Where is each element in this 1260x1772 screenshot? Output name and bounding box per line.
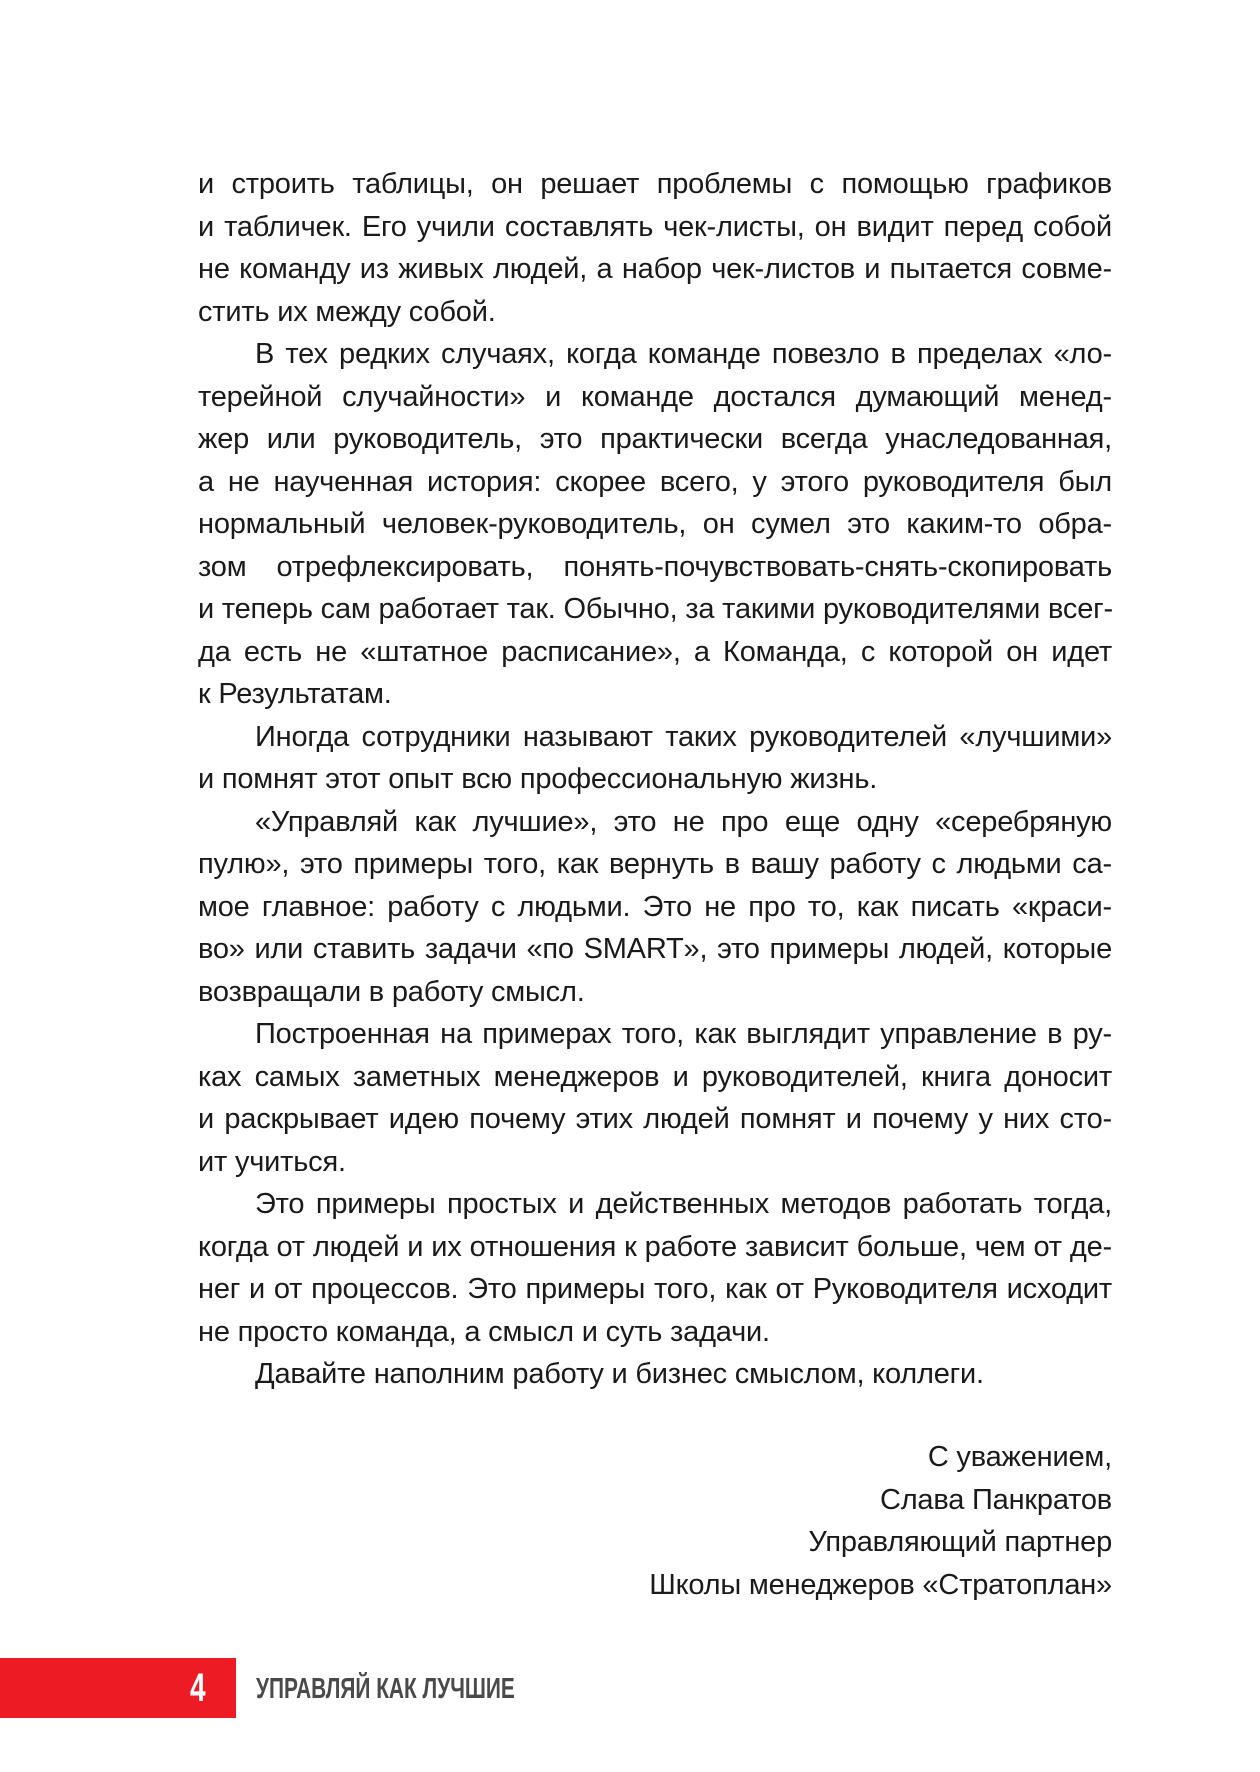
text-line: пулю», это примеры того, как вернуть в вашу работу с людьми са- bbox=[198, 848, 1112, 880]
text-line: когда от людей и их отношения к работе зависит больше, чем от де- bbox=[198, 1230, 1112, 1263]
text-line: Это примеры простых и действенных методов работать тогда, bbox=[255, 1188, 1112, 1220]
text-line: и теперь сам работает так. Обычно, за такими руководителями всег- bbox=[198, 593, 1113, 625]
text-line: не команду из живых людей, а набор чек-листов и пытается совме- bbox=[198, 253, 1112, 285]
signature-position: Управляющий партнер bbox=[808, 1526, 1112, 1558]
text-line: и табличек. Его учили составлять чек-листы, он видит перед собой bbox=[198, 210, 1112, 243]
paragraph bbox=[198, 163, 1112, 333]
text-line: а не наученная история: скорее всего, у этого руководителя был bbox=[198, 465, 1112, 498]
paragraph bbox=[198, 801, 1112, 1014]
text-line: возвращали в работу смысл. bbox=[198, 975, 585, 1008]
text-line: Построенная на примерах того, как выглядит управление в ру- bbox=[255, 1018, 1112, 1050]
running-title: УПРАВЛЯЙ КАК ЛУЧШИЕ bbox=[256, 1673, 515, 1705]
text-line: стить их между собой. bbox=[198, 295, 496, 328]
text-line: Иногда сотрудники называют таких руководителей «лучшими» bbox=[255, 720, 1112, 753]
text-line: не просто команда, а смысл и суть задачи. bbox=[198, 1315, 770, 1348]
signature-block bbox=[512, 1436, 1112, 1606]
text-line: зом отрефлексировать, понять-почувствовать-снять-скопировать bbox=[198, 550, 1112, 583]
text-line: и строить таблицы, он решает проблемы с помощью графиков bbox=[198, 168, 1112, 200]
text-line: жер или руководитель, это практически всегда унаследованная, bbox=[198, 423, 1112, 455]
text-line: к Результатам. bbox=[198, 678, 392, 710]
paragraph bbox=[198, 1183, 1112, 1353]
text-line: нег и от процессов. Это примеры того, как от Руководителя исходит bbox=[198, 1273, 1112, 1305]
page-number: 4 bbox=[190, 1666, 206, 1710]
paragraph bbox=[198, 1353, 1112, 1396]
signature-closing: С уважением, bbox=[927, 1441, 1112, 1473]
signature-name: Слава Панкратов bbox=[879, 1483, 1112, 1516]
text-line: да есть не «штатное расписание», а Команда, с которой он идет bbox=[198, 635, 1112, 668]
text-line: ках самых заметных менеджеров и руководителей, книга доносит bbox=[198, 1060, 1112, 1093]
text-line: и помнят этот опыт всю профессиональную жизнь. bbox=[198, 763, 878, 795]
text-line: Давайте наполним работу и бизнес смыслом, коллеги. bbox=[255, 1358, 984, 1390]
paragraph bbox=[198, 333, 1112, 716]
text-line: мое главное: работу с людьми. Это не про то, как писать «краси- bbox=[198, 890, 1112, 923]
signature-organization: Школы менеджеров «Стратоплан» bbox=[649, 1568, 1112, 1601]
paragraph bbox=[198, 1013, 1112, 1183]
text-line: во» или ставить задачи «по SMART», это примеры людей, которые bbox=[198, 933, 1112, 965]
text-line: ит учиться. bbox=[198, 1145, 346, 1178]
paragraph bbox=[198, 716, 1112, 801]
text-line: и раскрывает идею почему этих людей помнят и почему у них сто- bbox=[198, 1103, 1112, 1135]
text-line: нормальный человек-руководитель, он сумел это каким-то обра- bbox=[198, 508, 1112, 540]
body-text bbox=[198, 163, 1112, 1396]
text-line: терейной случайности» и команде достался думающий менед- bbox=[198, 380, 1112, 413]
text-line: «Управляй как лучшие», это не про еще одну «серебряную bbox=[255, 805, 1112, 838]
text-line: В тех редких случаях, когда команде повезло в пределах «ло- bbox=[255, 338, 1112, 370]
